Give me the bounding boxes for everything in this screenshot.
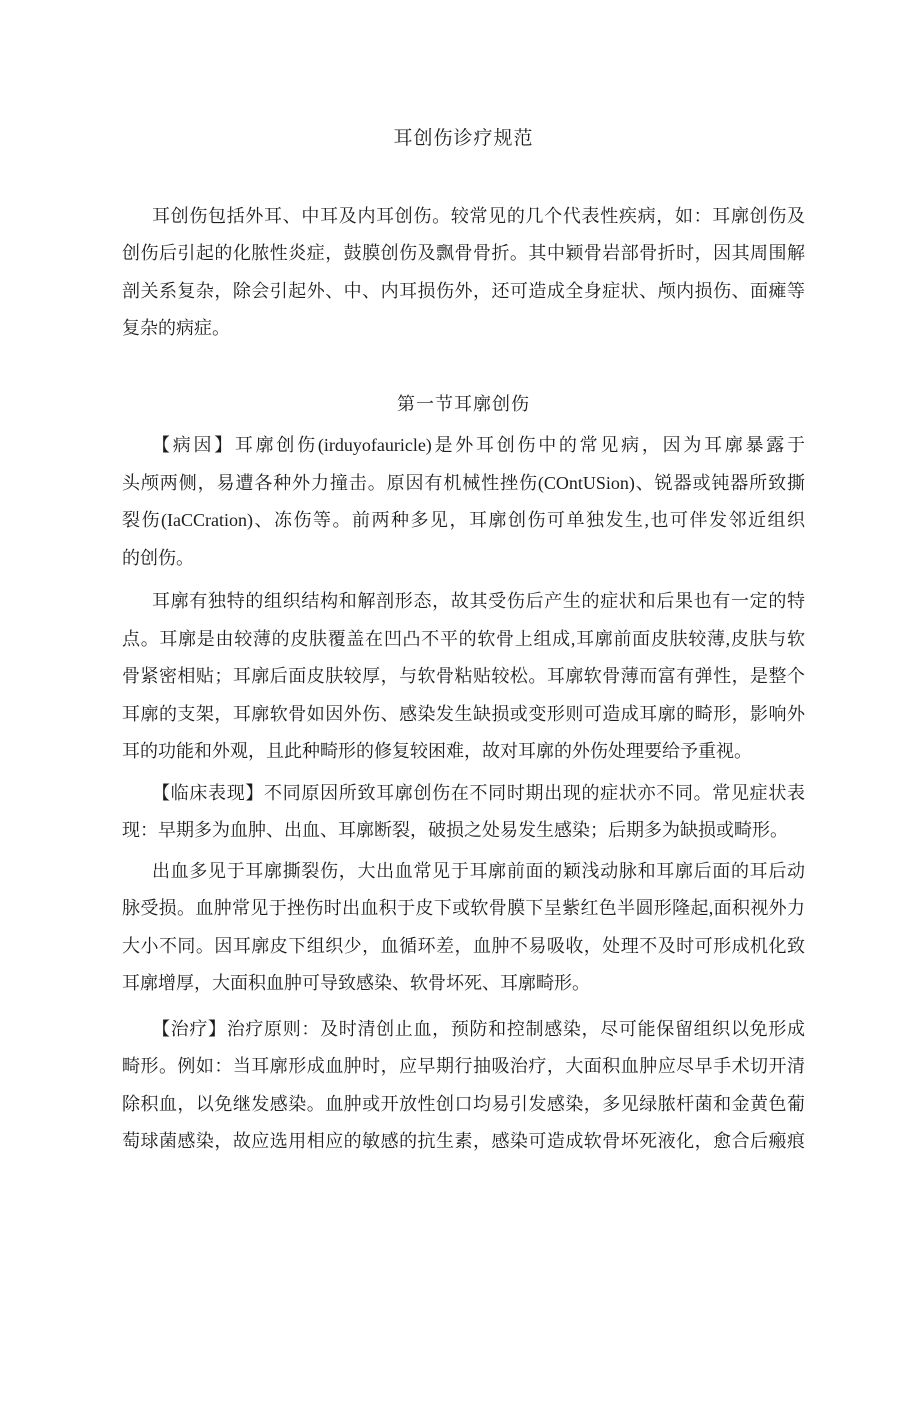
text-line: 耳廓增厚，大面积血肿可导致感染、软骨坏死、耳廓畸形。	[122, 973, 590, 993]
text-line: 耳的功能和外观，且此种畸形的修复较困难，故对耳廓的外伤处理要给予重视。	[122, 741, 752, 761]
text-line: 裂伤(IaCCration)、冻伤等。前两种多见，耳廓创伤可单独发生,也可伴发邻近组织	[122, 510, 805, 530]
text-line: 畸形。例如：当耳廓形成血肿时，应早期行抽吸治疗，大面积血肿应尽早手术切开清	[122, 1056, 805, 1076]
text-line: 现：早期多为血肿、出血、耳廓断裂，破损之处易发生感染；后期多为缺损或畸形。	[122, 820, 788, 840]
paragraph-clinical	[122, 775, 805, 850]
text-line: 大小不同。因耳廓皮下组织少，血循环差，血肿不易吸收，处理不及时可形成机化致	[122, 935, 805, 956]
text-line: 【临床表现】不同原因所致耳廓创伤在不同时期出现的症状亦不同。常见症状表	[152, 782, 805, 803]
text-line: 复杂的病症。	[122, 318, 230, 338]
text-line: 剖关系复杂，除会引起外、中、内耳损伤外，还可造成全身症状、颅内损伤、面瘫等	[122, 280, 805, 301]
text-line: 萄球菌感染，故应选用相应的敏感的抗生素，感染可造成软骨坏死液化，愈合后瘢痕	[122, 1131, 805, 1151]
paragraph-anatomy	[122, 583, 805, 771]
text-line: 头颅两侧，易遭各种外力撞击。原因有机械性挫伤(COntUSion)、锐器或钝器所致撕	[122, 472, 805, 493]
section-heading: 第一节耳廓创伤	[397, 393, 530, 414]
text-line: 点。耳廓是由较薄的皮肤覆盖在凹凸不平的软骨上组成,耳廓前面皮肤较薄,皮肤与软	[122, 628, 805, 649]
text-line: 的创伤。	[122, 547, 194, 568]
text-line: 脉受损。血肿常见于挫伤时出血积于皮下或软骨膜下呈紫红色半圆形隆起,面积视外力	[122, 898, 805, 918]
paragraph-bleeding	[122, 853, 805, 1003]
text-line: 耳廓的支架，耳廓软骨如因外伤、感染发生缺损或变形则可造成耳廓的畸形，影响外	[122, 703, 805, 724]
text-line: 【治疗】治疗原则：及时清创止血，预防和控制感染，尽可能保留组织以免形成	[152, 1018, 805, 1039]
paragraph-treatment	[122, 1011, 805, 1161]
document-page	[0, 120, 920, 1421]
paragraph-intro	[122, 198, 805, 348]
paragraph-etiology	[122, 427, 805, 577]
text-line: 创伤后引起的化脓性炎症，鼓膜创伤及飘骨骨折。其中颖骨岩部骨折时，因其周围解	[122, 243, 805, 263]
text-line: 【病因】耳廓创伤(irduyofauricle)是外耳创伤中的常见病，因为耳廓暴露于	[152, 435, 805, 455]
text-line: 耳创伤包括外耳、中耳及内耳创伤。较常见的几个代表性疾病，如：耳廓创伤及	[152, 205, 805, 226]
text-line: 骨紧密相贴；耳廓后面皮肤较厚，与软骨粘贴较松。耳廓软骨薄而富有弹性，是整个	[122, 666, 805, 686]
text-line: 耳廓有独特的组织结构和解剖形态，故其受伤后产生的症状和后果也有一定的特	[152, 591, 805, 611]
document-title: 耳创伤诊疗规范	[393, 128, 534, 149]
text-line: 出血多见于耳廓撕裂伤，大出血常见于耳廓前面的颖浅动脉和耳廓后面的耳后动	[152, 860, 805, 881]
text-line: 除积血，以免继发感染。血肿或开放性创口均易引发感染，多见绿脓杆菌和金黄色葡	[122, 1093, 805, 1114]
